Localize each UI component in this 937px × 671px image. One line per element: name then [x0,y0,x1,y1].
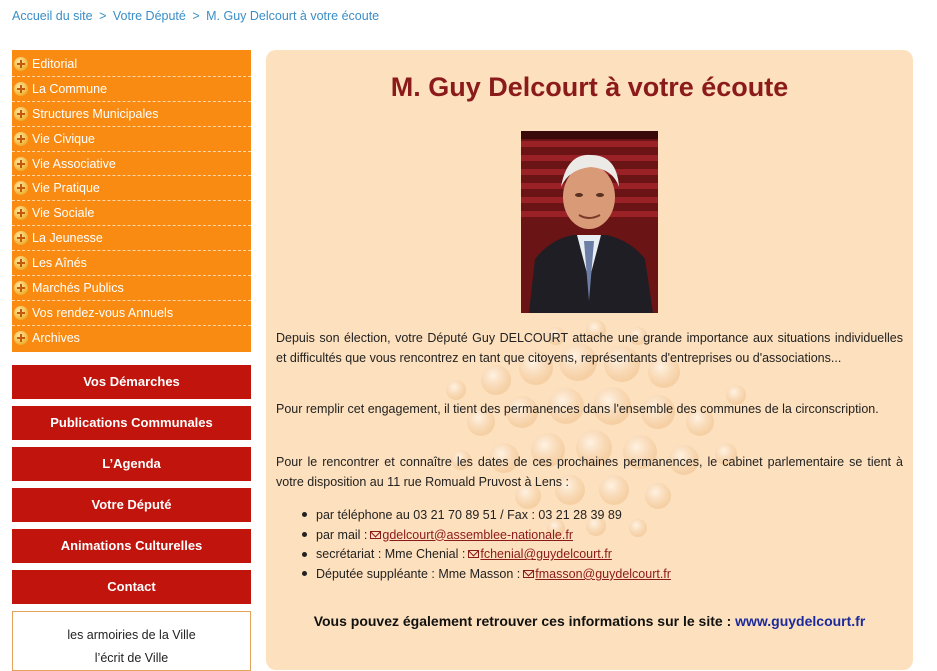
mail-icon [523,570,534,578]
menu-item-vie-sociale[interactable] [12,201,251,226]
menu-item-label: Vos rendez-vous Annuels [32,305,174,320]
vos-demarches-button[interactable]: Vos Démarches [12,365,251,399]
menu-item-label: Les Aînés [32,256,87,271]
armoiries-box [12,611,251,671]
menu-item-vie-civique[interactable] [12,127,251,152]
main-content [266,50,913,670]
bullet [302,552,307,557]
plus-icon [14,132,28,146]
intro-paragraph: Depuis son élection, votre Député Guy DELCOURT attache une grande importance aux situations individuelles et difficultés que vous rencontrez en tant que citoyens, représentants d'entreprises ou d'associations... [276,331,903,365]
mail-icon [370,531,381,539]
plus-icon [14,231,28,245]
menu-item-editorial[interactable] [12,52,251,77]
suppleante-email-link[interactable]: fmasson@guydelcourt.fr [535,566,671,581]
votre-depute-button[interactable]: Votre Député [12,488,251,522]
menu-item-les-aines[interactable] [12,251,251,276]
menu-item-marches-publics[interactable] [12,276,251,301]
menu-item-vie-pratique[interactable] [12,176,251,201]
secretariat-email-link[interactable]: fchenial@guydelcourt.fr [480,547,612,562]
list-item [302,544,671,564]
plus-icon [14,82,28,96]
menu-item-label: Vie Pratique [32,181,100,196]
bullet [302,512,307,517]
list-item [302,525,671,545]
armoiries-link[interactable]: les armoiries de la Ville [67,627,196,642]
bullet [302,571,307,576]
ecrit-de-ville-link[interactable]: l’écrit de Ville [94,650,169,665]
menu-item-label: Vie Associative [32,156,116,171]
bullet [302,532,307,537]
mail-label: par mail : [316,527,368,542]
plus-icon [14,306,28,320]
breadcrumb-current[interactable]: M. Guy Delcourt à votre écoute [206,9,380,23]
sidebar [12,50,251,671]
plus-icon [14,181,28,195]
plus-icon [14,57,28,71]
website-link[interactable]: www.guydelcourt.fr [735,613,866,629]
breadcrumb-separator: > [192,9,200,23]
mail-link[interactable]: gdelcourt@assemblee-nationale.fr [382,527,573,542]
secretariat-label: secrétariat : Mme Chenial : [316,547,466,562]
sidebar-menu [12,50,251,352]
phone-text: par téléphone au 03 21 70 89 51 / Fax : 03 21 28 39 89 [316,507,622,522]
menu-item-label: La Jeunesse [32,231,103,246]
contact-button[interactable]: Contact [12,570,251,604]
depute-photo [521,131,658,313]
animations-culturelles-button[interactable]: Animations Culturelles [12,529,251,563]
breadcrumb-home-link[interactable]: Accueil du site [12,9,93,23]
menu-item-archives[interactable] [12,326,251,351]
website-notice-text: Vous pouvez également retrouver ces informations sur le site : [313,613,736,629]
menu-item-label: Editorial [32,56,78,71]
plus-icon [14,256,28,270]
publications-communales-button[interactable]: Publications Communales [12,406,251,440]
plus-icon [14,331,28,345]
breadcrumb-separator: > [99,9,107,23]
menu-item-rendez-vous-annuels[interactable] [12,301,251,326]
menu-item-la-commune[interactable] [12,77,251,102]
menu-item-label: Vie Civique [32,131,96,146]
plus-icon [14,157,28,171]
portrait-image [521,131,658,313]
website-notice [266,613,913,629]
plus-icon [14,107,28,121]
mail-icon [468,550,479,558]
list-item [302,505,671,525]
engagement-paragraph: Pour remplir cet engagement, il tient des permanences dans l'ensemble des communes de la circonscription. [276,402,879,416]
breadcrumb-section-link[interactable]: Votre Député [112,9,186,23]
menu-item-label: Vie Sociale [32,206,95,221]
agenda-button[interactable]: L’Agenda [12,447,251,481]
contact-list [302,505,671,584]
menu-item-vie-associative[interactable] [12,152,251,177]
plus-icon [14,281,28,295]
permanences-paragraph: Pour le rencontrer et connaître les dates de ces prochaines permanences, le cabinet parlementaire se tient à votre disposition au 11 rue Romuald Pruvost à Lens : [276,455,903,489]
page-title: M. Guy Delcourt à votre écoute [390,72,789,102]
article [266,72,913,112]
menu-item-la-jeunesse[interactable] [12,226,251,251]
menu-item-structures-municipales[interactable] [12,102,251,127]
breadcrumb [12,9,379,23]
menu-item-label: Structures Municipales [32,106,159,121]
menu-item-label: La Commune [32,81,108,96]
list-item [302,564,671,584]
plus-icon [14,206,28,220]
suppleante-label: Députée suppléante : Mme Masson : [316,566,521,581]
menu-item-label: Marchés Publics [32,280,124,295]
menu-item-label: Archives [32,331,80,346]
